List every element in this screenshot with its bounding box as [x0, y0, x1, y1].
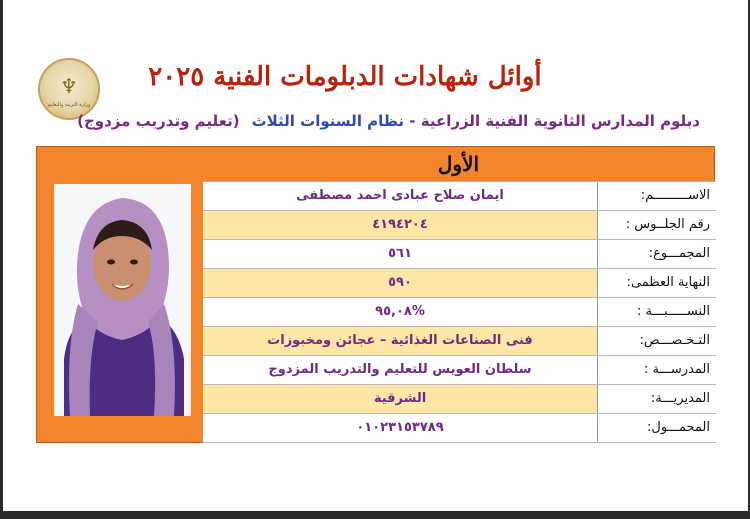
logo-seal-text: وزارة التربية والتعليم	[47, 102, 91, 108]
egypt-eagle-icon: ♆	[60, 74, 78, 98]
student-card	[36, 146, 715, 443]
seat-number-value: ٤١٩٤٢٠٤	[203, 211, 598, 239]
row-mobile	[203, 414, 716, 443]
row-percentage	[203, 298, 716, 327]
bottom-border	[0, 511, 750, 519]
max-score-label: النهاية العظمى:	[598, 269, 716, 297]
seat-number-label: رقم الجلــوس :	[598, 211, 716, 239]
page-title: أوائل شهادات الدبلومات الفنية ٢٠٢٥	[148, 62, 542, 92]
percentage-label: النســـــبـــة :	[598, 298, 716, 326]
subtitle-note: (تعليم وتدريب مزدوج)	[77, 112, 240, 130]
row-max-score	[203, 269, 716, 298]
percentage-value: %٩٥,٠٨	[203, 298, 598, 326]
ministry-logo	[38, 58, 100, 120]
specialization-value: فنى الصناعات الغذائية – عجائن ومخبوزات	[203, 327, 598, 355]
directorate-value: الشرقية	[203, 385, 598, 413]
directorate-label: المديريـــة:	[598, 385, 716, 413]
mobile-label: المحمـــول:	[598, 414, 716, 442]
mobile-value: ٠١٠٢٣١٥٣٧٨٩	[203, 414, 598, 442]
row-seat-number	[203, 211, 716, 240]
row-specialization	[203, 327, 716, 356]
student-photo	[54, 184, 191, 416]
school-label: المدرســـة :	[598, 356, 716, 384]
subtitle-diploma: دبلوم المدارس الثانوية الفنية الزراعية	[420, 112, 700, 130]
name-label: الاســـــــــم:	[598, 182, 716, 210]
row-total	[203, 240, 716, 269]
total-label: المجمـــوع:	[598, 240, 716, 268]
student-photo-image	[54, 184, 191, 416]
page-subtitle	[77, 112, 700, 130]
row-school	[203, 356, 716, 385]
row-directorate	[203, 385, 716, 414]
max-score-value: ٥٩٠	[203, 269, 598, 297]
name-value: ايمان صلاح عبادى احمد مصطفى	[203, 182, 598, 210]
subtitle-separator: -	[404, 112, 421, 130]
subtitle-system: نظام السنوات الثلاث	[251, 112, 405, 130]
row-name	[203, 182, 716, 211]
rank-label: الأول	[437, 152, 480, 176]
specialization-label: التـخـصـــص:	[598, 327, 716, 355]
school-value: سلطان العويس للتعليم والتدريب المزدوج	[203, 356, 598, 384]
student-info-table	[203, 181, 716, 445]
total-value: ٥٦١	[203, 240, 598, 268]
